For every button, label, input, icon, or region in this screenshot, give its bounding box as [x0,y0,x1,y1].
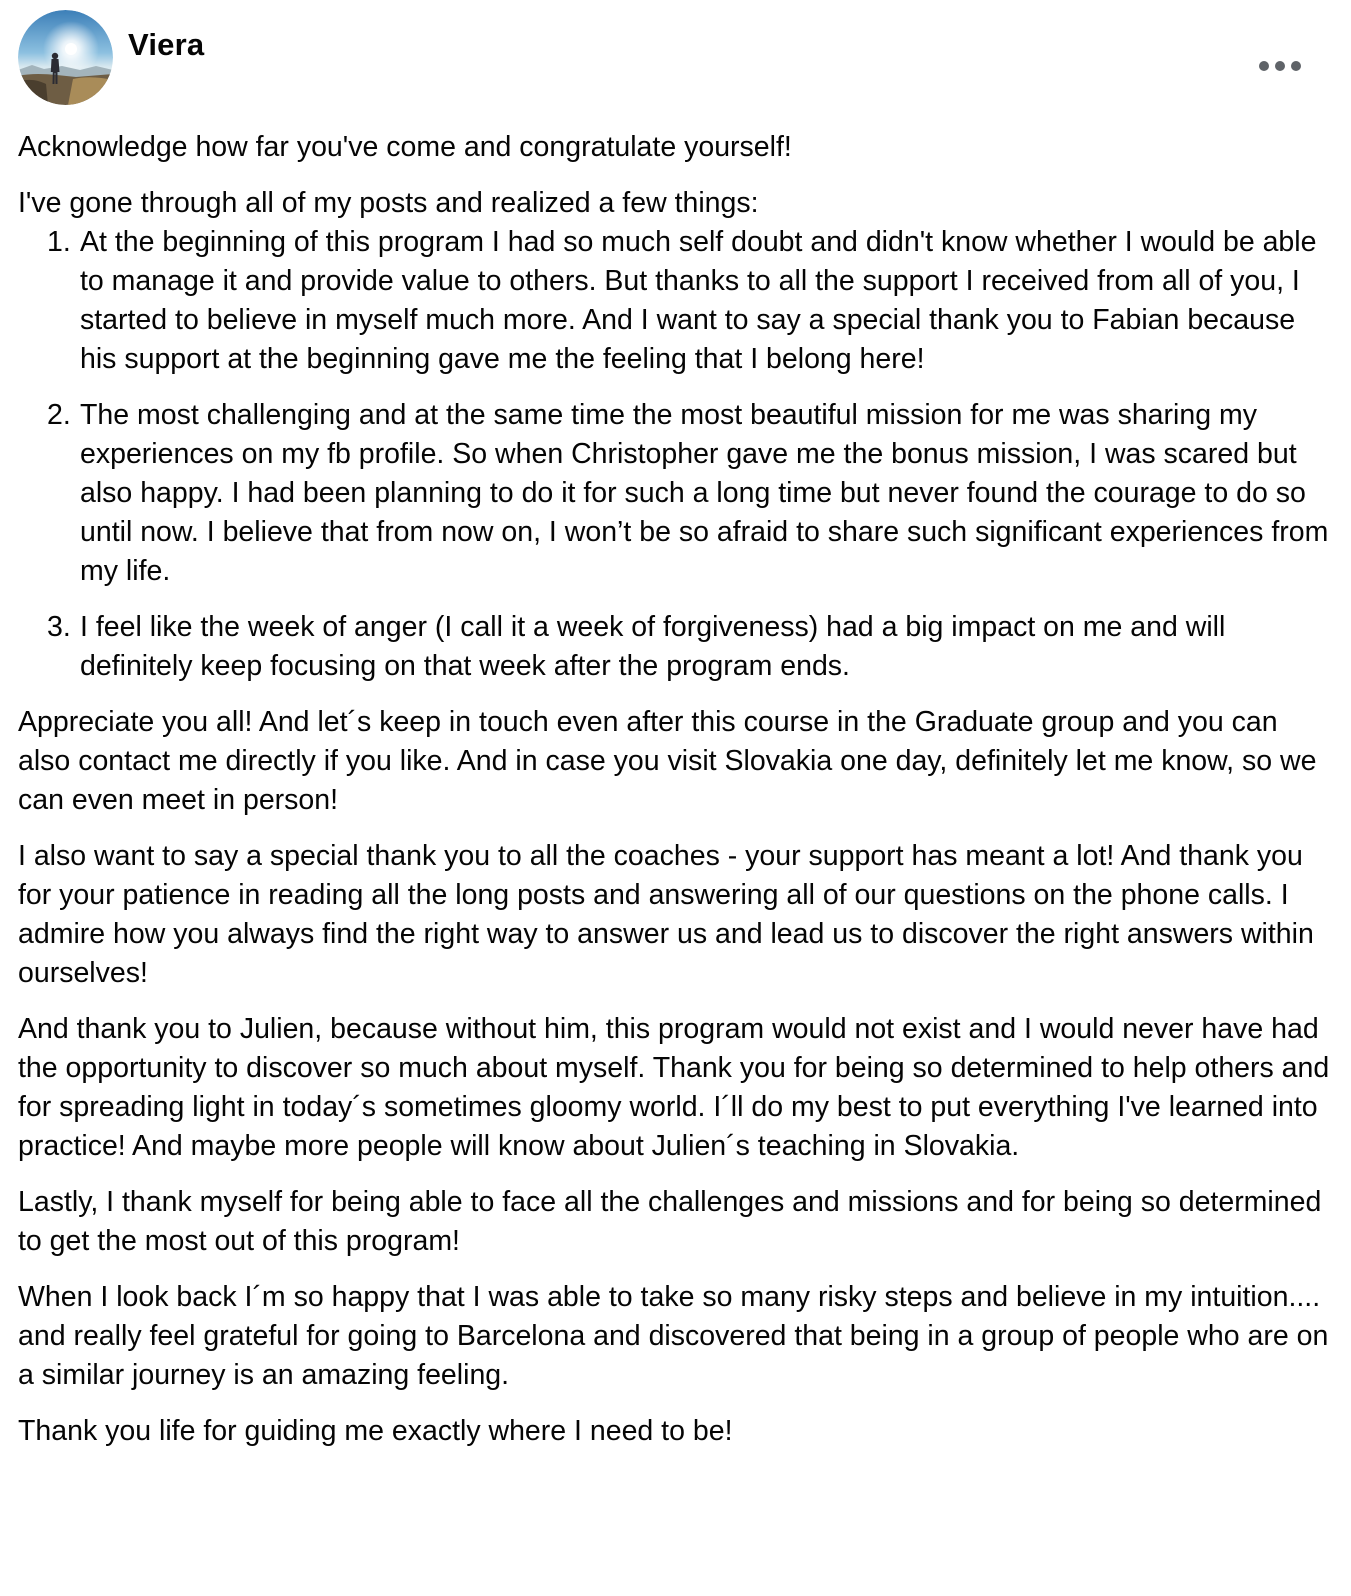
list-item-number: 3. [47,611,71,643]
post-paragraph: Lastly, I thank myself for being able to face all the challenges and missions and for being so determined to get the most out of this program! [18,1186,1322,1257]
closing-paragraphs [18,703,1333,1451]
post-paragraph: And thank you to Julien, because without him, this program would not exist and I would never have had the opportunity to discover so much about myself. Thank you for being so determined to help others and for spreading light in today´s sometimes gloomy world. I´ll do my best to put everything I've learned into practice! And maybe more people will know about Julien´s teaching in Slovakia. [18,1013,1330,1162]
post-paragraph: I also want to say a special thank you to all the coaches - your support has meant a lot! And thank you for your patience in reading all the long posts and answering all of our questions on the phone calls. I admire how you always find the right way to answer us and lead us to discover the right answers within ourselves! [18,840,1314,989]
list-item-number: 1. [47,226,71,258]
post-paragraph: Thank you life for guiding me exactly where I need to be! [18,1415,733,1447]
more-options-button[interactable] [1255,57,1305,75]
author-name[interactable]: Viera [128,27,205,62]
post-header [18,10,1333,105]
numbered-list [18,223,1333,686]
post-paragraph: Appreciate you all! And let´s keep in touch even after this course in the Graduate group and you can also contact me directly if you like. And in case you visit Slovakia one day, definitely let me know, so we can even meet in person! [18,706,1317,816]
avatar-photo [18,10,113,105]
list-item [18,223,1333,379]
list-item [18,608,1333,686]
post-paragraph: Acknowledge how far you've come and congratulate yourself! [18,131,792,163]
list-item-text: The most challenging and at the same time the most beautiful mission for me was sharing my experiences on my fb profile. So when Christopher gave me the bonus mission, I was scared but also happy. I had been planning to do it for such a long time but never found the courage to do so until now. I believe that from now on, I won’t be so afraid to share such significant experiences from my life. [80,399,1329,587]
avatar[interactable] [18,10,113,105]
list-item-text: I feel like the week of anger (I call it a week of forgiveness) had a big impact on me and will definitely keep focusing on that week after the program ends. [80,611,1226,682]
intro-paragraphs [18,128,1333,223]
list-item-text: At the beginning of this program I had so much self doubt and didn't know whether I would be able to manage it and provide value to others. But thanks to all the support I received from all of you, I started to believe in myself much more. And I want to say a special thank you to Fabian because his support at the beginning gave me the feeling that I belong here! [80,226,1317,375]
ellipsis-icon [1291,61,1301,71]
post-paragraph: When I look back I´m so happy that I was able to take so many risky steps and believe in my intuition.... and really feel grateful for going to Barcelona and discovered that being in a group of people who are on a similar journey is an amazing feeling. [18,1281,1329,1391]
list-item [18,396,1333,591]
list-item-number: 2. [47,399,71,431]
ellipsis-icon [1275,61,1285,71]
post-body [18,128,1333,1451]
post-paragraph: I've gone through all of my posts and realized a few things: [18,187,759,219]
ellipsis-icon [1259,61,1269,71]
